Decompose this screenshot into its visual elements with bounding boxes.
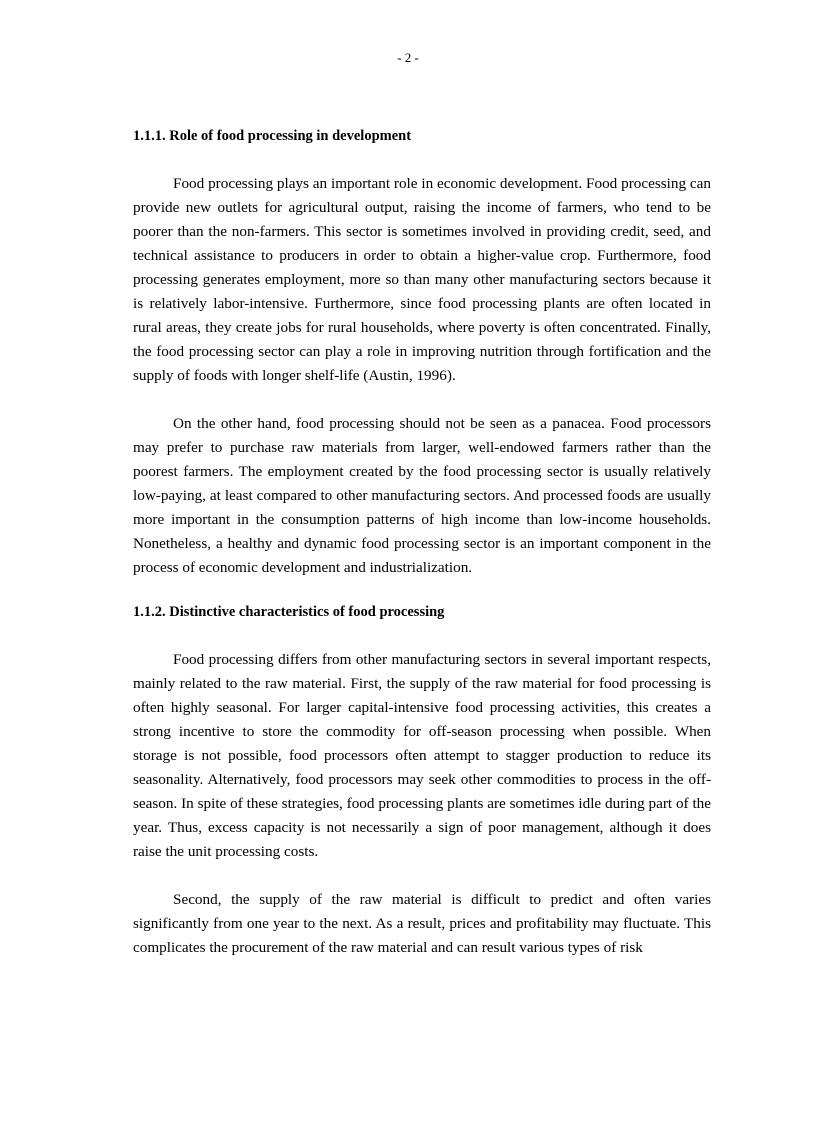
paragraph: Food processing differs from other manufacturing sectors in several important respects, mainly related to the raw material. First, the supply of the raw material for food processing is often highly seasonal. For larger capital-intensive food processing activities, this creates a strong incentive to store the commodity for off-season processing when possible. When storage is not possible, food processors often attempt to stagger production to reduce its seasonality. Alternatively, food processors may seek other commodities to process in the off-season. In spite of these strategies, food processing plants are sometimes idle during part of the year. Thus, excess capacity is not necessarily a sign of poor management, although it does raise the unit processing costs. (133, 651, 711, 860)
section-heading-role: 1.1.1. Role of food processing in development (133, 128, 412, 144)
paragraph: Second, the supply of the raw material is difficult to predict and often varies significantly from one year to the next. As a result, prices and profitability may fluctuate. This complicates the procurement of the raw material and can result various types of risk (133, 891, 711, 956)
paragraph: On the other hand, food processing should not be seen as a panacea. Food processors may prefer to purchase raw materials from larger, well-endowed farmers rather than the poorest farmers. The employment created by the food processing sector is usually relatively low-paying, at least compared to other manufacturing sectors. And processed foods are usually more important in the consumption patterns of high income than low-income households. Nonetheless, a healthy and dynamic food processing sector is an important component in the process of economic development and industrialization. (133, 415, 711, 576)
document-body (133, 126, 711, 984)
page-number: - 2 - (397, 50, 419, 65)
section-heading-characteristics: 1.1.2. Distinctive characteristics of food processing (133, 604, 445, 620)
paragraph: Food processing plays an important role in economic development. Food processing can provide new outlets for agricultural output, raising the income of farmers, who tend to be poorer than the non-farmers. This sector is sometimes involved in providing credit, seed, and technical assistance to producers in order to obtain a higher-value crop. Furthermore, food processing generates employment, more so than many other manufacturing sectors because it is relatively labor-intensive. Furthermore, since food processing plants are often located in rural areas, they create jobs for rural households, where poverty is often concentrated. Finally, the food processing sector can play a role in improving nutrition through fortification and the supply of foods with longer shelf-life (Austin, 1996). (133, 175, 711, 384)
